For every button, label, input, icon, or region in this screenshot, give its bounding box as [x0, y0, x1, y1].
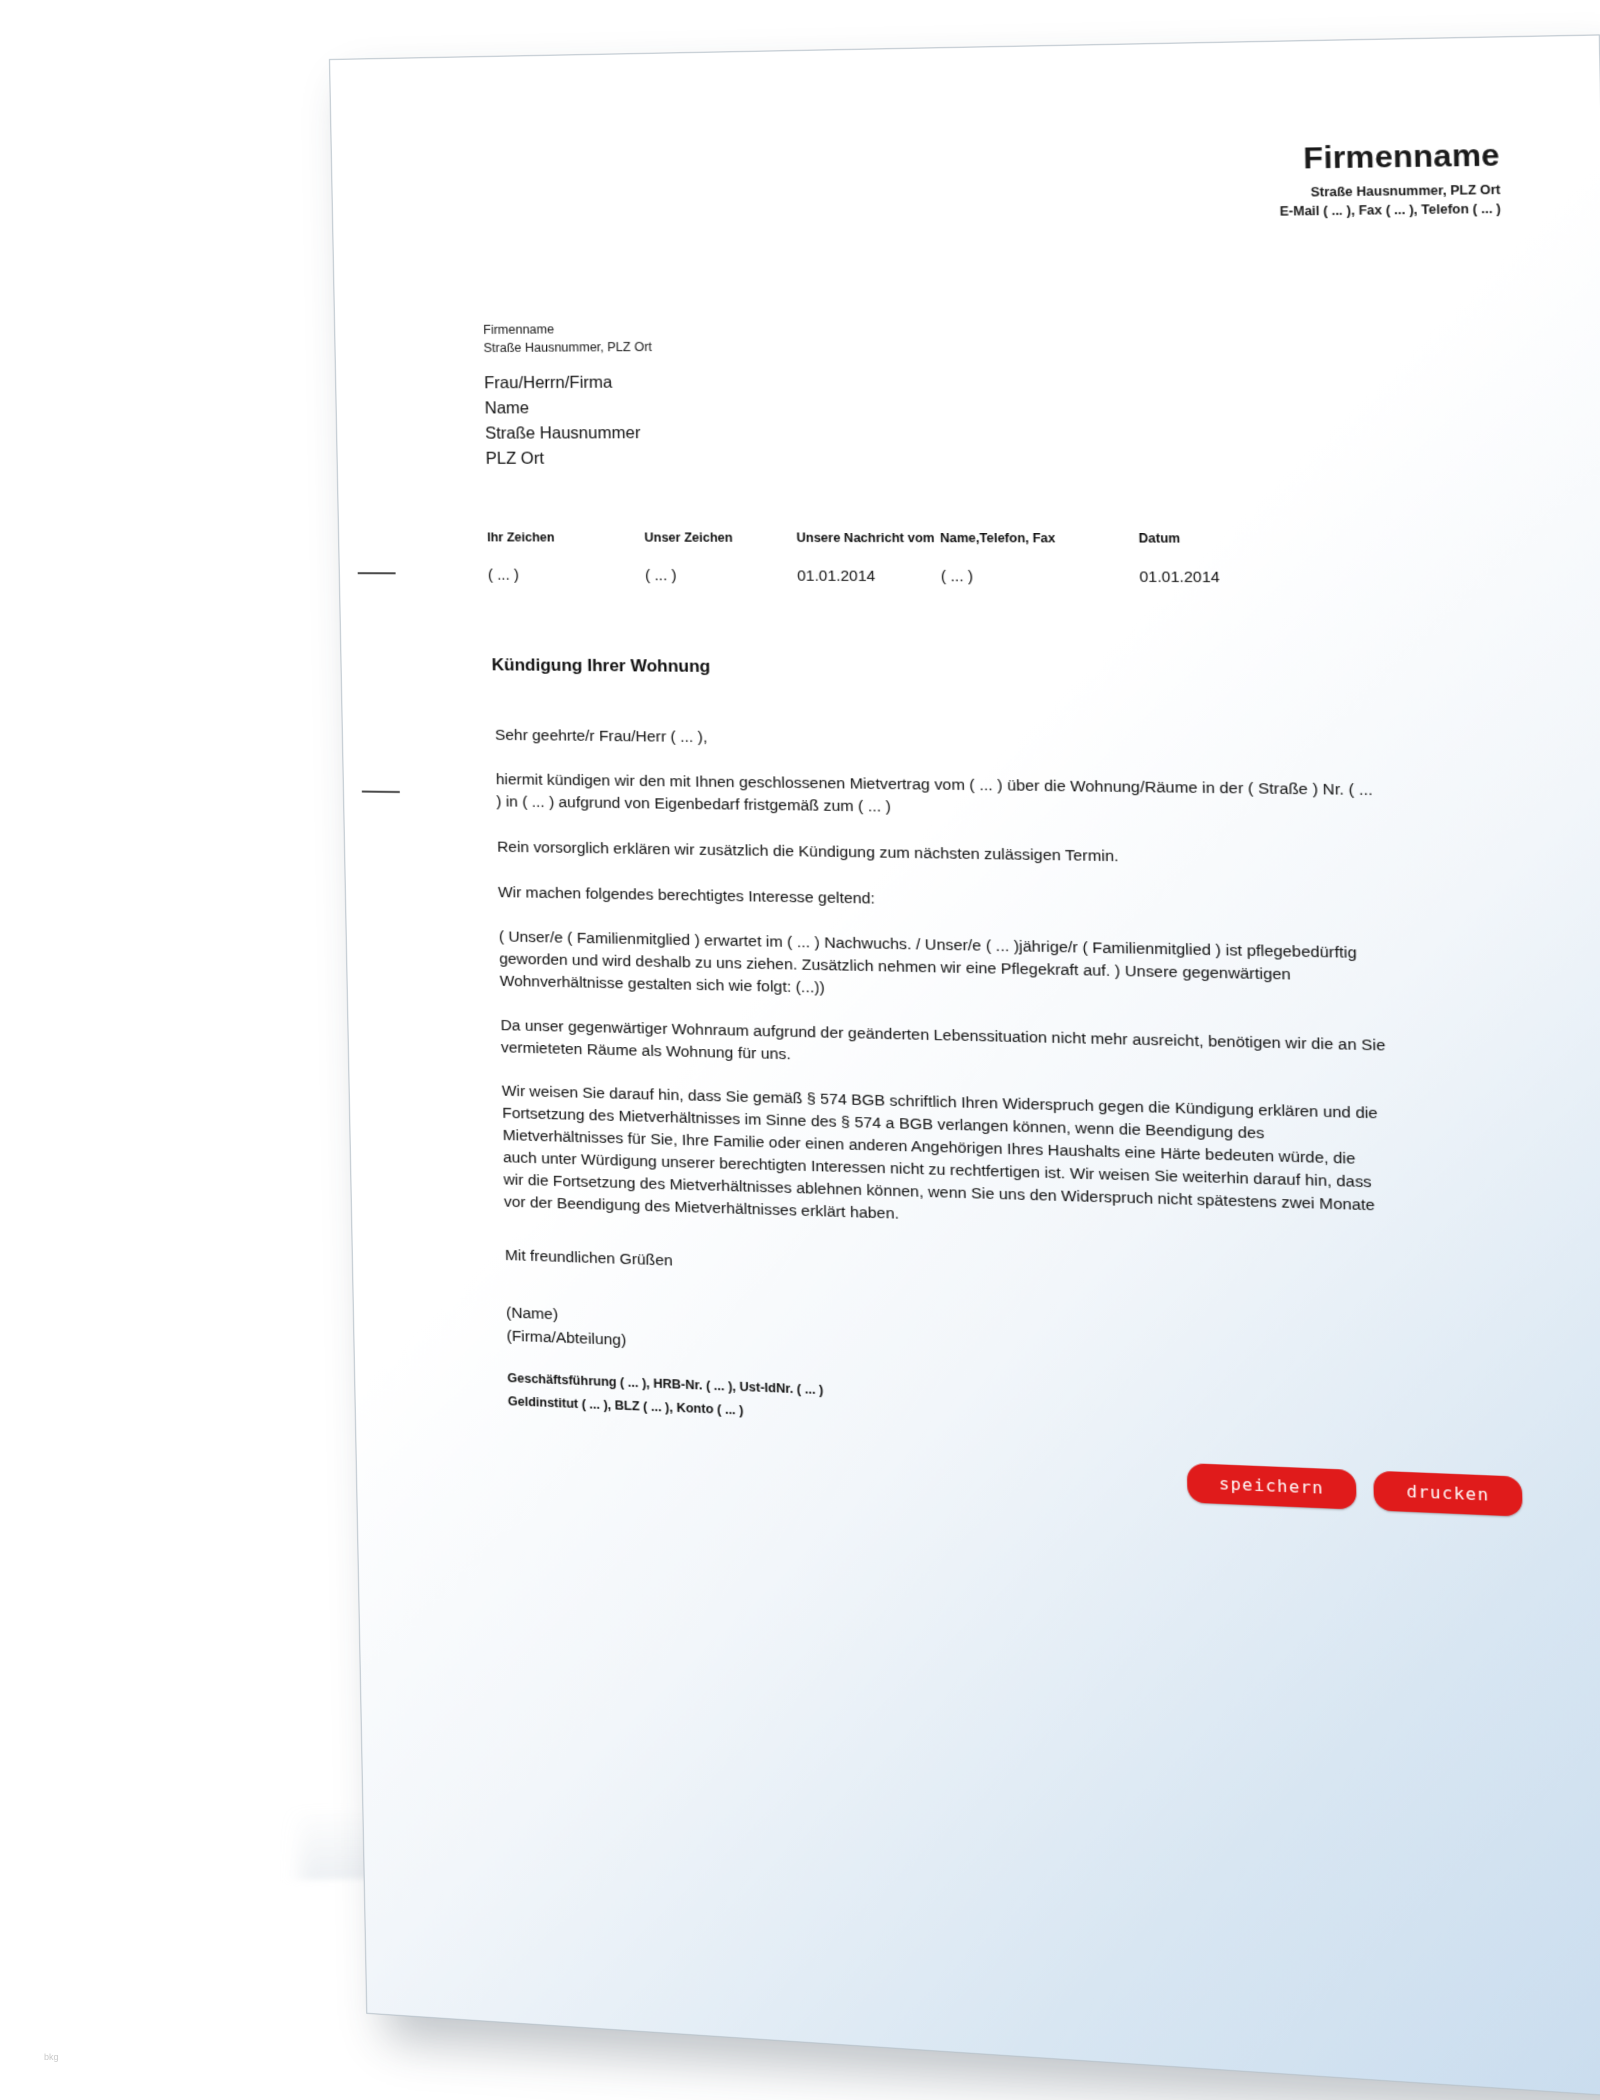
recipient-line-3: Straße Hausnummer [485, 424, 641, 443]
reference-value: ( ... ) [487, 566, 520, 584]
recipient-line-1: Frau/Herrn/Firma [484, 373, 613, 393]
watermark-text: bkg [44, 2052, 59, 2062]
letter-subject: Kündigung Ihrer Wohnung [491, 655, 711, 676]
signature-company: (Firma/Abteilung) [506, 1327, 627, 1350]
reference-col-datum [1138, 531, 1300, 586]
reference-col-unser-zeichen [644, 530, 797, 584]
body-closing: Mit freundlichen Grüßen [504, 1246, 673, 1270]
reference-value: ( ... ) [940, 567, 974, 586]
letterhead-address: Straße Hausnummer, PLZ Ort [1310, 182, 1501, 200]
letter-body [495, 724, 1392, 1381]
reference-value: 01.01.2014 [1139, 568, 1220, 587]
save-button[interactable]: speichern [1186, 1463, 1356, 1510]
footer-line-1: Geschäftsführung ( ... ), HRB-Nr. ( ... ), Ust-IdNr. ( ... ) [507, 1370, 824, 1398]
fold-mark-upper [358, 572, 396, 574]
reference-col-ihr-zeichen [487, 530, 645, 584]
recipient-line-4: PLZ Ort [485, 449, 545, 469]
reference-header: Name,Telefon, Fax [939, 530, 1056, 546]
sender-line-2: Straße Hausnummer, PLZ Ort [483, 339, 653, 356]
sender-return-address [483, 320, 652, 358]
body-paragraph-2: Rein vorsorglich erklären wir zusätzlich die Kündigung zum nächsten zulässigen Termin. [497, 838, 1119, 866]
fold-mark-lower [362, 791, 400, 793]
body-salutation: Sehr geehrte/r Frau/Herr ( ... ), [494, 726, 708, 747]
reference-header: Ihr Zeichen [487, 530, 555, 545]
recipient-address-block [484, 370, 641, 472]
reference-col-name-telefon-fax [940, 531, 1140, 586]
signature-block [506, 1301, 1392, 1380]
reference-header: Unsere Nachricht vom [796, 530, 935, 546]
recipient-line-2: Name [484, 399, 530, 418]
letterhead [1278, 138, 1501, 218]
reference-header: Unser Zeichen [644, 530, 733, 545]
letterhead-contact: E-Mail ( ... ), Fax ( ... ), Telefon ( ... ) [1279, 201, 1502, 219]
page-footer [507, 1367, 824, 1426]
reference-value: 01.01.2014 [797, 567, 876, 586]
document-page [330, 35, 1600, 2097]
action-buttons [1186, 1463, 1522, 1517]
body-paragraph-3: Wir machen folgendes berechtigtes Interesse geltend: [497, 883, 876, 908]
document-page-wrapper [330, 35, 1600, 2100]
letterhead-company-name: Firmenname [1303, 138, 1501, 176]
body-paragraph-5: Da unser gegenwärtiger Wohnraum aufgrund der geänderten Lebenssituation nicht mehr ausreicht, benötigen wir die an Sie vermieteten Räume als Wohnung für uns. [500, 1016, 1386, 1063]
reference-value: ( ... ) [644, 566, 677, 585]
signature-name: (Name) [505, 1304, 559, 1324]
reference-row [487, 530, 1432, 587]
reference-col-nachricht-vom [796, 531, 941, 586]
sender-line-1: Firmenname [483, 322, 555, 337]
footer-line-2: Geldinstitut ( ... ), BLZ ( ... ), Konto ( ... ) [507, 1394, 744, 1418]
body-paragraph-6-legal-notice: Wir weisen Sie darauf hin, dass Sie gemäß § 574 BGB schriftlich Ihren Widerspruch gegen die Kündigung erklären und die Fortsetzung des Mietverhältnisses im Sinne des § 574 a BGB verlangen können, wenn die Beendigung des Mietverhältnisses für Sie, Ihre Familie oder einen anderen Angehörigen Ihres Haushalts eine Härte bedeuten würde, die auch unter Würdigung unserer berechtigten Interessen nicht zu rechtfertigen ist. Wir weisen Sie weiterhin darauf hin, dass wir die Fortsetzung des Mietverhältnisses ablehnen können, wenn Sie uns den Widerspruch nicht spätestens zwei Monate vor der Beendigung des Mietverhältnisses erklärt haben. [501, 1082, 1378, 1223]
body-paragraph-1: hiermit kündigen wir den mit Ihnen geschlossenen Mietvertrag vom ( ... ) über die Wohnung/Räume in der ( Straße ) Nr. ( ... ) in ( ... ) aufgrund von Eigenbedarf fristgemäß zum ( ... ) [495, 771, 1373, 816]
print-button[interactable]: drucken [1373, 1471, 1522, 1517]
body-paragraph-4: ( Unser/e ( Familienmitglied ) erwartet im ( ... ) Nachwuchs. / Unser/e ( ... )jährige/r ( Familienmitglied ) ist pflegebedürftig geworden und wird deshalb zu uns ziehen. Zusätzlich nehmen wir eine Pflegekraft auf. ) Unsere gegenwärtigen Wohnverhältnisse gestalten sich wie folgt: (...)) [498, 928, 1357, 997]
reference-header: Datum [1138, 531, 1181, 546]
